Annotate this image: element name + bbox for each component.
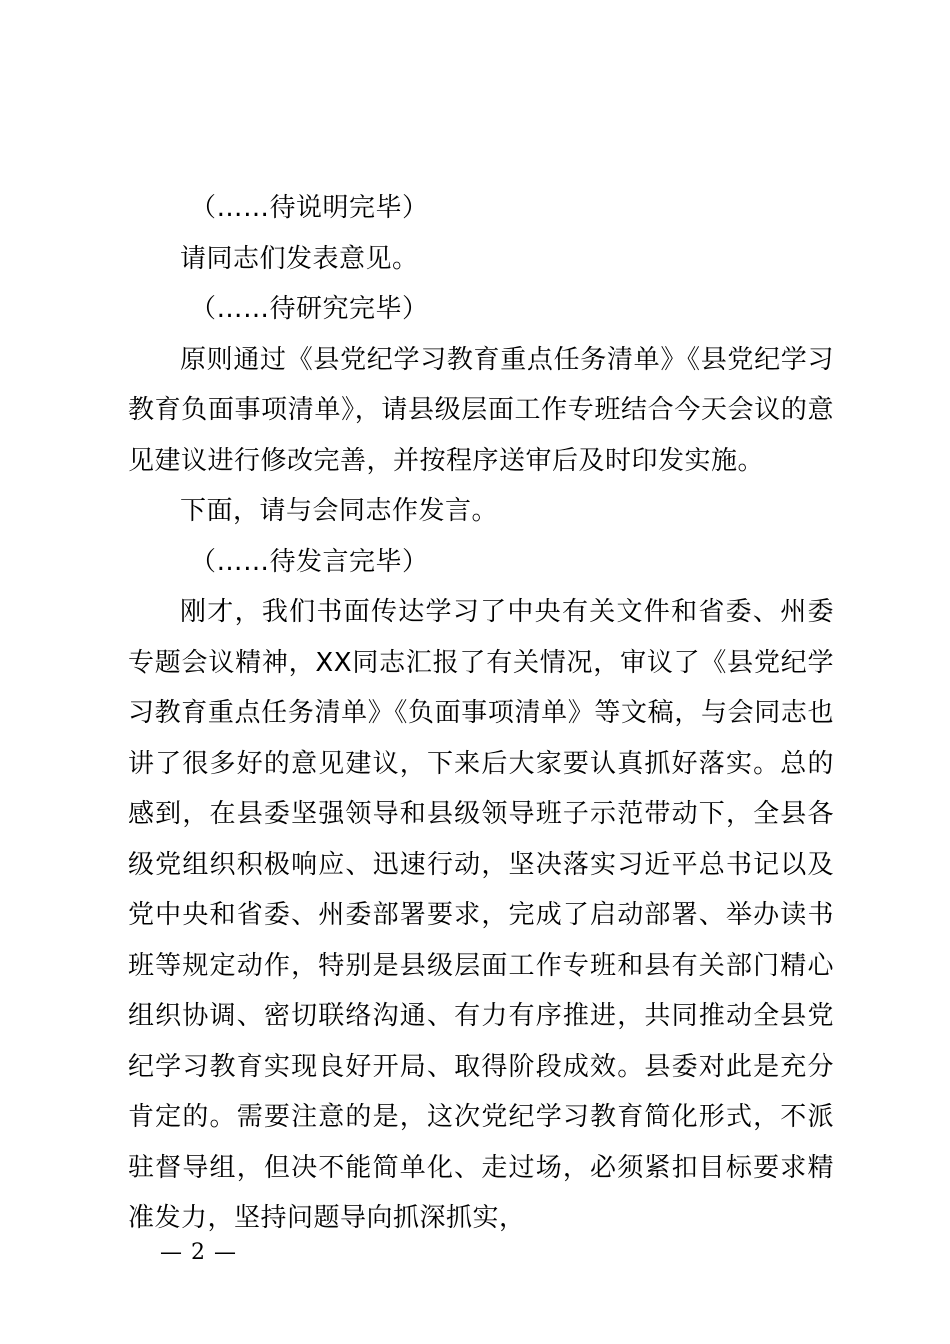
paragraph-approval: 原则通过《县党纪学习教育重点任务清单》《县党纪学习教育负面事项清单》，请县级层面工作专班结合今天会议的意见建议进行修改完善，并按程序送审后及时印发实施。 xyxy=(128,344,834,476)
paragraph-invite-speech: 下面，请与会同志作发言。 xyxy=(180,496,499,526)
paragraph-summary: 刚才，我们书面传达学习了中央有关文件和省委、州委专题会议精神，XX同志汇报了有关情况，审议了《县党纪学习教育重点任务清单》《负面事项清单》等文稿，与会同志也讲了很多好的意见建议，下来后大家要认真抓好落实。总的感到，在县委坚强领导和县级领导班子示范带动下，全县各级党组织积极响应、迅速行动，坚决落实习近平总书记以及党中央和省委、州委部署要求，完成了启动部署、举办读书班等规定动作，特别是县级层面工作专班和县有关部门精心组织协调、密切联络沟通、有力有序推进，共同推动全县党纪学习教育实现良好开局、取得阶段成效。县委对此是充分肯定的。需要注意的是，这次党纪学习教育简化形式，不派驻督导组，但决不能简单化、走过场，必须紧扣目标要求精准发力，坚持问题导向抓深抓实， xyxy=(128,597,834,1233)
note-speech-done: （……待发言完毕） xyxy=(190,546,429,577)
document-body xyxy=(128,183,834,1244)
page-number: — 2 — xyxy=(160,1240,237,1265)
note-explanation-done: （……待说明完毕） xyxy=(190,193,429,223)
paragraph-invite-opinions: 请同志们发表意见。 xyxy=(180,243,419,274)
note-study-done: （……待研究完毕） xyxy=(190,294,429,324)
